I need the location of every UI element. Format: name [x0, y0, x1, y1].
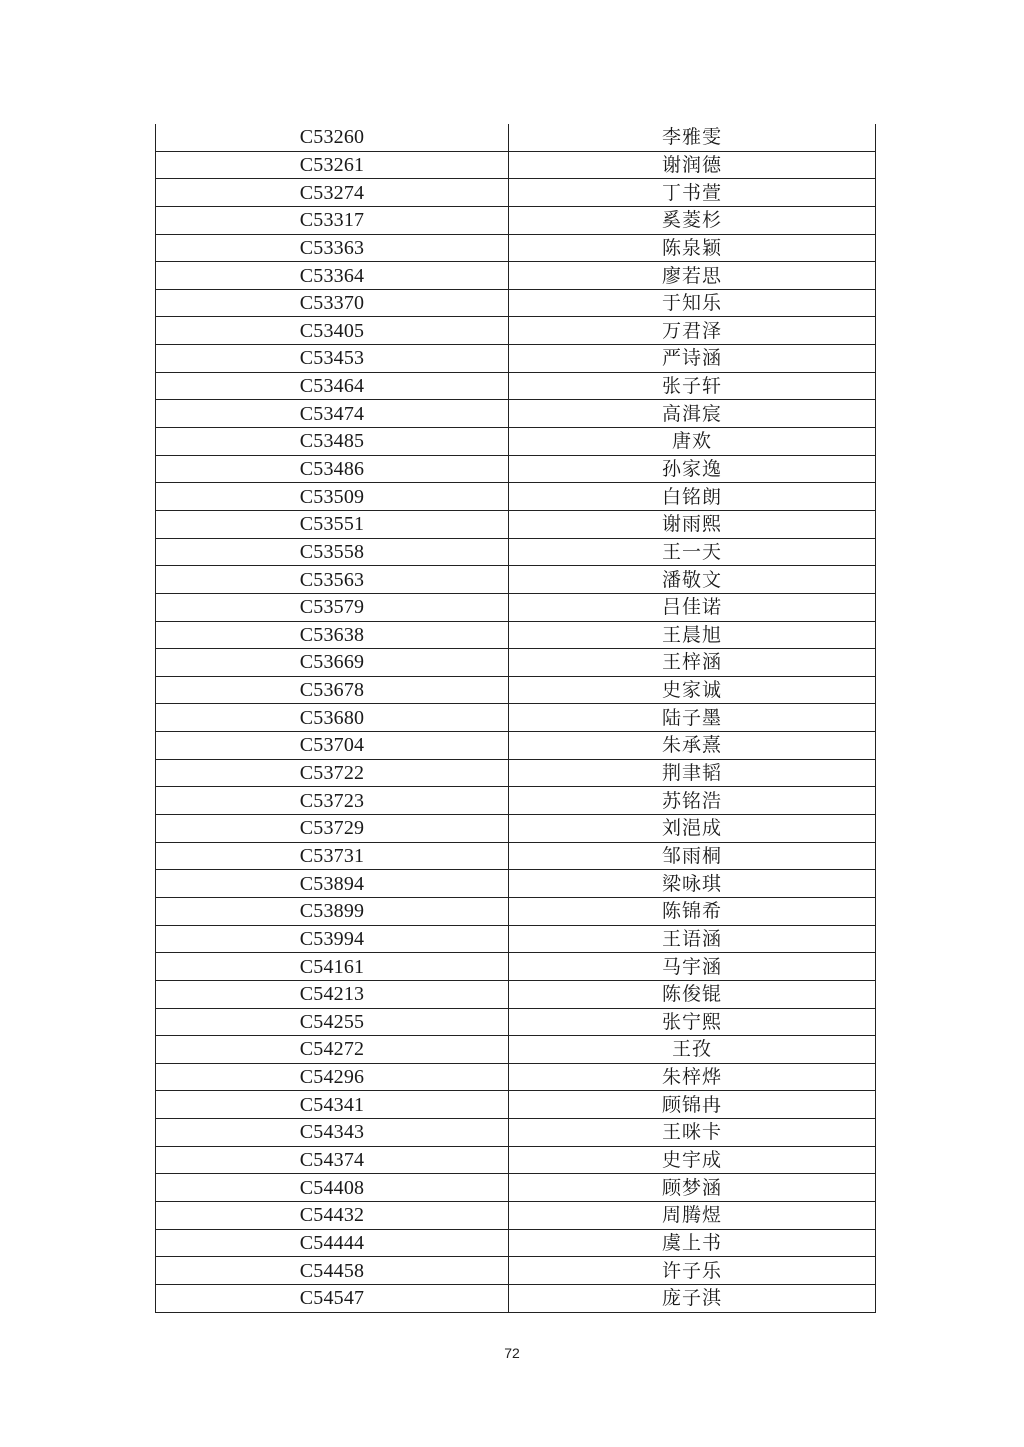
student-name-cell: 邹雨桐 — [509, 842, 876, 870]
student-id-cell: C53509 — [156, 483, 509, 511]
student-id-cell: C53723 — [156, 787, 509, 815]
table-row — [156, 206, 876, 234]
student-id-cell: C54374 — [156, 1146, 509, 1174]
student-name-cell: 李雅雯 — [509, 124, 876, 151]
table-row — [156, 1257, 876, 1285]
table-row — [156, 566, 876, 594]
student-id-cell: C54341 — [156, 1091, 509, 1119]
student-id-cell: C53638 — [156, 621, 509, 649]
student-name-cell: 张子轩 — [509, 372, 876, 400]
table-row — [156, 925, 876, 953]
student-name-cell: 梁咏琪 — [509, 870, 876, 898]
table-row — [156, 1091, 876, 1119]
page-number: 72 — [504, 1345, 520, 1361]
student-id-cell: C53261 — [156, 151, 509, 179]
student-id-cell: C53563 — [156, 566, 509, 594]
student-id-cell: C53704 — [156, 732, 509, 760]
student-name-cell: 许子乐 — [509, 1257, 876, 1285]
table-row — [156, 1146, 876, 1174]
student-name-cell: 荆聿韬 — [509, 759, 876, 787]
student-id-cell: C53405 — [156, 317, 509, 345]
roster-table-body — [156, 124, 876, 1312]
table-row — [156, 980, 876, 1008]
table-row — [156, 1201, 876, 1229]
student-id-cell: C53899 — [156, 897, 509, 925]
table-row — [156, 732, 876, 760]
student-name-cell: 王梓涵 — [509, 649, 876, 677]
table-row — [156, 151, 876, 179]
student-id-cell: C53680 — [156, 704, 509, 732]
table-row — [156, 870, 876, 898]
student-name-cell: 于知乐 — [509, 289, 876, 317]
student-id-cell: C54161 — [156, 953, 509, 981]
student-id-cell: C53579 — [156, 593, 509, 621]
student-name-cell: 顾锦冉 — [509, 1091, 876, 1119]
student-name-cell: 王语涵 — [509, 925, 876, 953]
student-name-cell: 王咪卡 — [509, 1119, 876, 1147]
student-name-cell: 史家诚 — [509, 676, 876, 704]
table-row — [156, 1008, 876, 1036]
student-name-cell: 吕佳诺 — [509, 593, 876, 621]
table-row — [156, 289, 876, 317]
student-id-cell: C53453 — [156, 345, 509, 373]
student-name-cell: 白铭朗 — [509, 483, 876, 511]
student-id-cell: C53317 — [156, 206, 509, 234]
student-name-cell: 庞子淇 — [509, 1284, 876, 1312]
student-id-cell: C53370 — [156, 289, 509, 317]
table-row — [156, 787, 876, 815]
table-row — [156, 1036, 876, 1064]
student-name-cell: 陈锦希 — [509, 897, 876, 925]
student-name-cell: 张宁熙 — [509, 1008, 876, 1036]
table-row — [156, 815, 876, 843]
student-name-cell: 王晨旭 — [509, 621, 876, 649]
student-id-cell: C53678 — [156, 676, 509, 704]
table-row — [156, 179, 876, 207]
table-row — [156, 593, 876, 621]
student-id-cell: C53722 — [156, 759, 509, 787]
student-name-cell: 朱承熹 — [509, 732, 876, 760]
student-id-cell: C53729 — [156, 815, 509, 843]
student-id-cell: C54408 — [156, 1174, 509, 1202]
table-row — [156, 1229, 876, 1257]
table-row — [156, 953, 876, 981]
student-id-cell: C54458 — [156, 1257, 509, 1285]
table-row — [156, 428, 876, 456]
student-id-cell: C53994 — [156, 925, 509, 953]
table-row — [156, 759, 876, 787]
student-id-cell: C53669 — [156, 649, 509, 677]
table-row — [156, 372, 876, 400]
table-row — [156, 317, 876, 345]
student-name-cell: 谢雨熙 — [509, 510, 876, 538]
table-row — [156, 345, 876, 373]
table-row — [156, 538, 876, 566]
student-id-cell: C53551 — [156, 510, 509, 538]
student-name-cell: 马宇涵 — [509, 953, 876, 981]
roster-table — [155, 124, 876, 1313]
student-name-cell: 严诗涵 — [509, 345, 876, 373]
student-id-cell: C53558 — [156, 538, 509, 566]
table-row — [156, 842, 876, 870]
student-name-cell: 万君泽 — [509, 317, 876, 345]
table-row — [156, 1063, 876, 1091]
student-id-cell: C54213 — [156, 980, 509, 1008]
student-id-cell: C54444 — [156, 1229, 509, 1257]
table-row — [156, 621, 876, 649]
table-row — [156, 124, 876, 151]
student-name-cell: 陆子墨 — [509, 704, 876, 732]
student-name-cell: 苏铭浩 — [509, 787, 876, 815]
table-row — [156, 676, 876, 704]
student-id-cell: C53260 — [156, 124, 509, 151]
student-name-cell: 陈泉颖 — [509, 234, 876, 262]
student-id-cell: C54255 — [156, 1008, 509, 1036]
table-row — [156, 400, 876, 428]
student-name-cell: 刘浥成 — [509, 815, 876, 843]
student-id-cell: C53894 — [156, 870, 509, 898]
student-name-cell: 周腾煜 — [509, 1201, 876, 1229]
student-name-cell: 谢润德 — [509, 151, 876, 179]
student-name-cell: 陈俊锟 — [509, 980, 876, 1008]
student-name-cell: 孙家逸 — [509, 455, 876, 483]
student-id-cell: C54547 — [156, 1284, 509, 1312]
table-row — [156, 1174, 876, 1202]
table-row — [156, 1119, 876, 1147]
student-name-cell: 丁书萱 — [509, 179, 876, 207]
student-id-cell: C54432 — [156, 1201, 509, 1229]
table-row — [156, 455, 876, 483]
student-name-cell: 高湒宸 — [509, 400, 876, 428]
table-row — [156, 649, 876, 677]
student-name-cell: 唐欢 — [509, 428, 876, 456]
table-row — [156, 1284, 876, 1312]
student-name-cell: 廖若思 — [509, 262, 876, 290]
student-id-cell: C53464 — [156, 372, 509, 400]
table-row — [156, 704, 876, 732]
student-name-cell: 顾梦涵 — [509, 1174, 876, 1202]
student-id-cell: C53486 — [156, 455, 509, 483]
student-id-cell: C53363 — [156, 234, 509, 262]
student-name-cell: 王孜 — [509, 1036, 876, 1064]
table-row — [156, 510, 876, 538]
student-id-cell: C54296 — [156, 1063, 509, 1091]
student-id-cell: C53274 — [156, 179, 509, 207]
student-name-cell: 奚菱杉 — [509, 206, 876, 234]
student-name-cell: 史宇成 — [509, 1146, 876, 1174]
student-name-cell: 王一天 — [509, 538, 876, 566]
table-row — [156, 234, 876, 262]
student-id-cell: C53364 — [156, 262, 509, 290]
student-id-cell: C54343 — [156, 1119, 509, 1147]
student-name-cell: 潘敬文 — [509, 566, 876, 594]
table-row — [156, 897, 876, 925]
student-id-cell: C54272 — [156, 1036, 509, 1064]
student-id-cell: C53731 — [156, 842, 509, 870]
student-name-cell: 虞上书 — [509, 1229, 876, 1257]
student-name-cell: 朱梓烨 — [509, 1063, 876, 1091]
student-id-cell: C53474 — [156, 400, 509, 428]
table-row — [156, 483, 876, 511]
student-id-cell: C53485 — [156, 428, 509, 456]
table-row — [156, 262, 876, 290]
